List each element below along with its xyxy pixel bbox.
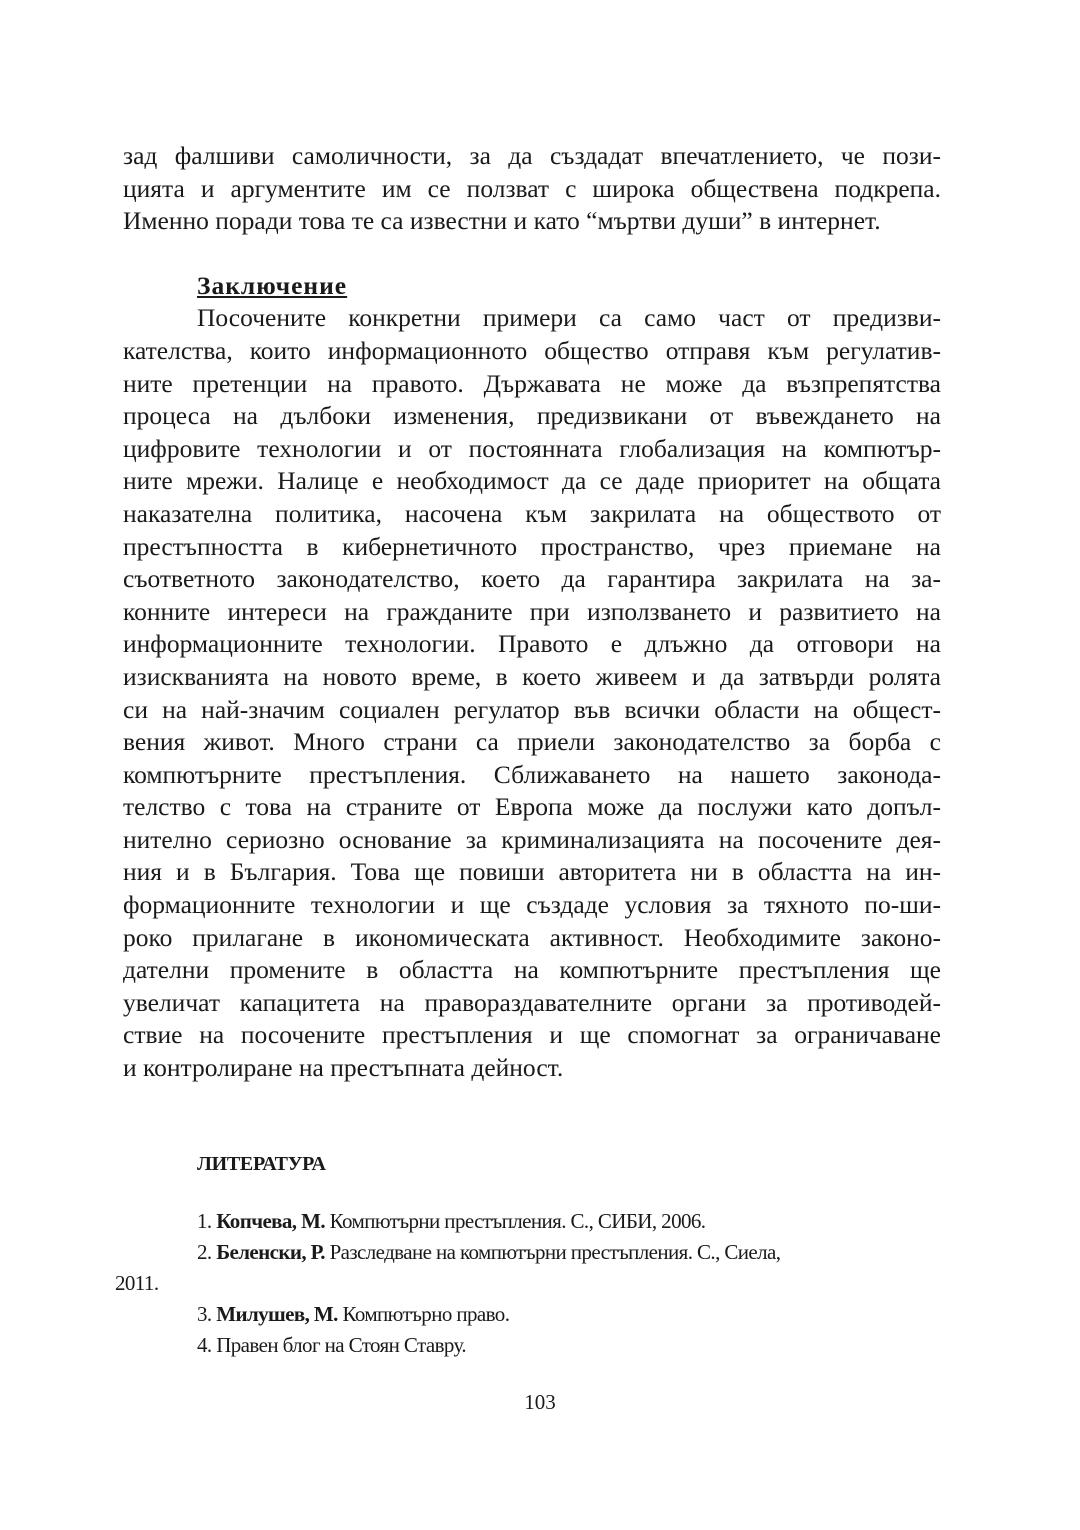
- reference-text: Компютърни престъпления. С., СИБИ, 2006.: [329, 1208, 706, 1233]
- text-line: съответното законодателство, което да гарантира закрилата на за-: [123, 564, 941, 594]
- reference-number: 2.: [197, 1239, 212, 1264]
- text-line: ните претенции на правото. Държавата не може да възпрепятства: [123, 368, 941, 398]
- reference-number: 4.: [197, 1332, 212, 1357]
- reference-number: 1.: [197, 1208, 212, 1233]
- text-line: ствие на посочените престъпления и ще спомогнат за ограничаване: [123, 1020, 941, 1050]
- reference-item: [123, 1330, 941, 1361]
- reference-number: 3.: [197, 1301, 212, 1326]
- text-line: си на най-значим социален регулатор във всички области на общест-: [123, 694, 941, 724]
- reference-author: Копчева, М.: [216, 1208, 325, 1233]
- text-line: роко прилагане в икономическата активност. Необходимите законо-: [123, 922, 941, 952]
- conclusion-paragraph: [123, 302, 941, 1084]
- reference-author: Милушев, М.: [216, 1301, 338, 1326]
- text-line: и контролиране на престъпната дейност.: [123, 1053, 564, 1083]
- text-line: ния и в България. Това ще повиши авторитета ни в областта на ин-: [123, 857, 941, 887]
- text-line: цифровите технологии и от постоянната глобализация на компютър-: [123, 433, 941, 463]
- intro-paragraph: [123, 140, 941, 238]
- text-line: цията и аргументите им се ползват с широка обществена подкрепа.: [123, 173, 941, 203]
- text-line: дателни промените в областта на компютърните престъпления ще: [123, 955, 941, 985]
- text-line: Посочените конкретни примери са само част от предизви-: [197, 303, 941, 333]
- text-line: кателства, които информационното общество отправя към регулатив-: [123, 335, 941, 365]
- reference-text: Компютърно право.: [342, 1301, 510, 1326]
- text-line: телство с това на страните от Европа може да послужи като допъл-: [123, 792, 941, 822]
- page-content: [115, 140, 941, 1361]
- text-line: наказателна политика, насочена към закрилата на обществото от: [123, 498, 941, 528]
- reference-item: [123, 1206, 941, 1237]
- text-line: нително сериозно основание за криминализацията на посочените дея-: [123, 824, 941, 854]
- section-heading: Заключение: [197, 270, 348, 300]
- text-line: вения живот. Много страни са приели законодателство за борба с: [123, 727, 941, 757]
- text-line: увеличат капацитета на правораздавателните органи за противодей-: [123, 987, 941, 1017]
- reference-list: [115, 1206, 941, 1361]
- text-line: формационните технологии и ще създаде условия за тяхното по-ши-: [123, 890, 941, 920]
- text-line: ните мрежи. Налице е необходимост да се даде приоритет на общата: [123, 466, 941, 496]
- reference-text: Разследване на компютърни престъпления. С., Сиела,: [329, 1239, 781, 1264]
- text-line: конните интереси на гражданите при използването и развитието на: [123, 596, 941, 626]
- reference-item: [115, 1237, 941, 1299]
- text-line: изискванията на новото време, в което живеем и да затвърди ролята: [123, 661, 941, 691]
- page-number: 103: [524, 1390, 556, 1414]
- reference-item: [123, 1299, 941, 1330]
- text-line: информационните технологии. Правото е длъжно да отговори на: [123, 629, 941, 659]
- text-line: процеса на дълбоки изменения, предизвикани от въвеждането на: [123, 401, 941, 431]
- text-line: зад фалшиви самоличности, за да създадат впечатлението, че пози-: [123, 141, 941, 170]
- text-line: Именно поради това те са известни и като “мъртви души” в интернет.: [123, 206, 881, 236]
- literature-title: ЛИТЕРАТУРА: [197, 1152, 326, 1175]
- reference-text: Правен блог на Стоян Ставру.: [216, 1332, 466, 1357]
- reference-continuation: 2011.: [115, 1270, 159, 1295]
- reference-author: Беленски, Р.: [216, 1239, 325, 1264]
- text-line: престъпността в кибернетичното пространство, чрез приемане на: [123, 531, 941, 561]
- text-line: компютърните престъпления. Сближаването на нашето законода-: [123, 759, 941, 789]
